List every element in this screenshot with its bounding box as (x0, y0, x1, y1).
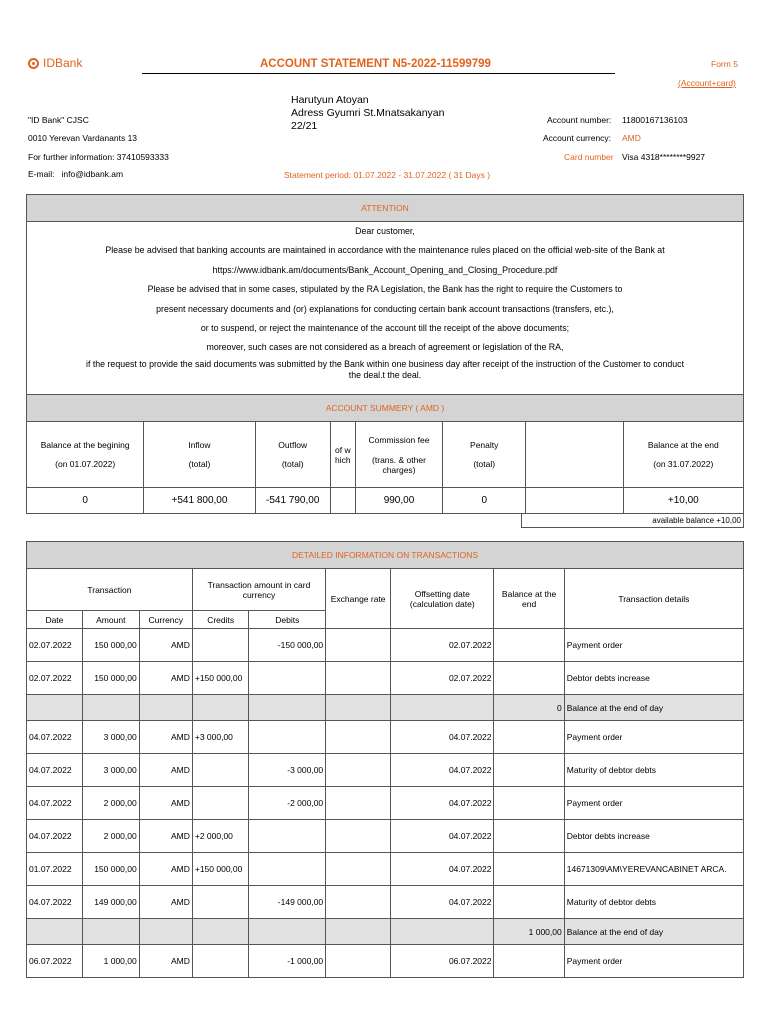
cell-date: 04.07.2022 (27, 787, 83, 820)
cell-details: Maturity of debtor debts (564, 754, 743, 787)
cell-offset: 04.07.2022 (391, 787, 494, 820)
cell-offset: 04.07.2022 (391, 721, 494, 754)
bank-address: 0010 Yerevan Vardanants 13 (28, 133, 138, 143)
form-number: Form 5 (711, 59, 738, 69)
summary-col-empty (526, 422, 623, 488)
attention-line: Dear customer, (355, 226, 415, 236)
title-underline (142, 73, 615, 74)
attention-line: present necessary documents and (or) explanations for conducting certain bank account transactions (transfers, etc.), (156, 303, 614, 314)
transaction-row (27, 662, 744, 695)
bank-name: "ID Bank" CJSC (28, 115, 89, 125)
col-offset-date: Offsetting date (calculation date) (391, 569, 494, 629)
cell-currency: AMD (139, 721, 192, 754)
cell-amount (82, 695, 139, 721)
cell-amount: 149 000,00 (82, 886, 139, 919)
cell-currency: AMD (139, 629, 192, 662)
cell-amount: 3 000,00 (82, 721, 139, 754)
attention-line: https://www.idbank.am/documents/Bank_Account_Opening_and_Closing_Procedure.pdf (212, 264, 558, 275)
account-number: 11800167136103 (622, 115, 688, 125)
col-debits: Debits (249, 611, 326, 629)
cell-currency: AMD (139, 945, 192, 978)
cell-offset: 04.07.2022 (391, 853, 494, 886)
cell-date: 02.07.2022 (27, 662, 83, 695)
cell-date: 02.07.2022 (27, 629, 83, 662)
details-heading: DETAILED INFORMATION ON TRANSACTIONS (27, 542, 744, 569)
attention-line: if the request to provide the said documents was submitted by the Bank within one business day after receipt of the instruction of the Customer to conduct (85, 358, 685, 369)
cell-details: Payment order (564, 945, 743, 978)
cell-debit (249, 853, 326, 886)
cell-amount: 150 000,00 (82, 853, 139, 886)
cell-balance (494, 662, 564, 695)
summary-col-end: Balance at the end (on 31.07.2022) (623, 422, 743, 488)
cell-details: Payment order (564, 787, 743, 820)
summary-value-of-which (330, 488, 355, 514)
attention-line: the deal.t the deal. (348, 369, 422, 380)
cell-credit (192, 695, 249, 721)
transaction-row (27, 629, 744, 662)
available-balance-box (521, 513, 744, 528)
col-exchange-rate: Exchange rate (326, 569, 391, 629)
cell-balance: 0 (494, 695, 564, 721)
cell-rate (326, 853, 391, 886)
cell-credit (192, 886, 249, 919)
cell-offset: 02.07.2022 (391, 629, 494, 662)
day-balance-row (27, 919, 744, 945)
cell-offset: 06.07.2022 (391, 945, 494, 978)
cell-credit (192, 787, 249, 820)
cell-amount: 150 000,00 (82, 662, 139, 695)
summary-value-begin: 0 (27, 488, 144, 514)
attention-line: Please be advised that in some cases, stipulated by the RA Legislation, the Bank has the right to require the Customers to (147, 284, 623, 295)
cell-amount: 2 000,00 (82, 820, 139, 853)
bank-email (28, 169, 123, 179)
cell-amount: 1 000,00 (82, 945, 139, 978)
summary-value-inflow: +541 800,00 (144, 488, 255, 514)
cell-balance (494, 629, 564, 662)
form-type: (Account+card) (678, 78, 736, 88)
transaction-row (27, 787, 744, 820)
cell-debit (249, 721, 326, 754)
account-currency: AMD (622, 133, 641, 143)
transaction-row (27, 945, 744, 978)
cell-date: 04.07.2022 (27, 721, 83, 754)
bank-info-phone: For further information: 37410593333 (28, 152, 169, 162)
summary-col-penalty: Penalty (total) (443, 422, 526, 488)
cell-details: Payment order (564, 721, 743, 754)
account-summary-table (26, 394, 744, 514)
cell-date (27, 919, 83, 945)
card-number-label: Card number (564, 152, 614, 162)
cell-currency (139, 919, 192, 945)
cell-offset (391, 695, 494, 721)
day-balance-row (27, 695, 744, 721)
transaction-row (27, 820, 744, 853)
cell-details: Balance at the end of day (564, 695, 743, 721)
transactions-table (26, 541, 744, 978)
cell-debit (249, 695, 326, 721)
transaction-row (27, 754, 744, 787)
cell-currency: AMD (139, 662, 192, 695)
customer-address-line1: Adress Gyumri St.Mnatsakanyan (291, 107, 445, 119)
email-label: E-mail: (28, 169, 55, 179)
cell-amount: 3 000,00 (82, 754, 139, 787)
cell-date: 01.07.2022 (27, 853, 83, 886)
cell-debit: -149 000,00 (249, 886, 326, 919)
summary-col-outflow: Outflow (total) (255, 422, 330, 488)
cell-rate (326, 662, 391, 695)
cell-rate (326, 754, 391, 787)
cell-credit (192, 629, 249, 662)
cell-balance (494, 787, 564, 820)
account-currency-label: Account currency: (543, 133, 612, 143)
col-amount: Amount (82, 611, 139, 629)
bank-logo (28, 56, 82, 70)
summary-value-outflow: -541 790,00 (255, 488, 330, 514)
col-date: Date (27, 611, 83, 629)
bank-logo-text: IDBank (43, 56, 83, 70)
cell-credit: +3 000,00 (192, 721, 249, 754)
account-number-label: Account number: (547, 115, 612, 125)
cell-debit (249, 919, 326, 945)
cell-debit: -1 000,00 (249, 945, 326, 978)
col-amount-card: Transaction amount in card currency (192, 569, 325, 611)
col-credits: Credits (192, 611, 249, 629)
cell-amount (82, 919, 139, 945)
cell-details: Payment order (564, 629, 743, 662)
attention-heading: ATTENTION (27, 195, 744, 222)
cell-currency: AMD (139, 787, 192, 820)
summary-value-commission: 990,00 (355, 488, 442, 514)
cell-rate (326, 945, 391, 978)
cell-credit (192, 945, 249, 978)
summary-value-empty (526, 488, 623, 514)
attention-line: moreover, such cases are not considered as a breach of agreement or legislation of the RA, (206, 342, 564, 353)
summary-heading: ACCOUNT SUMMERY ( AMD ) (27, 395, 744, 422)
cell-debit (249, 662, 326, 695)
cell-details: Maturity of debtor debts (564, 886, 743, 919)
transactions-body (27, 629, 744, 978)
statement-period: Statement period: 01.07.2022 - 31.07.2022 ( 31 Days ) (284, 170, 491, 180)
col-transaction: Transaction (27, 569, 193, 611)
cell-rate (326, 919, 391, 945)
cell-debit: -3 000,00 (249, 754, 326, 787)
cell-currency: AMD (139, 754, 192, 787)
cell-date: 04.07.2022 (27, 754, 83, 787)
cell-credit (192, 754, 249, 787)
cell-currency: AMD (139, 886, 192, 919)
col-currency: Currency (139, 611, 192, 629)
cell-credit: +2 000,00 (192, 820, 249, 853)
cell-balance (494, 853, 564, 886)
cell-balance (494, 754, 564, 787)
cell-credit (192, 919, 249, 945)
transaction-row (27, 886, 744, 919)
transaction-row (27, 721, 744, 754)
cell-details: Balance at the end of day (564, 919, 743, 945)
cell-date (27, 695, 83, 721)
cell-rate (326, 787, 391, 820)
cell-balance: 1 000,00 (494, 919, 564, 945)
cell-rate (326, 820, 391, 853)
cell-date: 06.07.2022 (27, 945, 83, 978)
cell-rate (326, 695, 391, 721)
card-number: Visa 4318********9927 (622, 152, 706, 162)
cell-credit: +150 000,00 (192, 662, 249, 695)
cell-date: 04.07.2022 (27, 886, 83, 919)
cell-debit: -2 000,00 (249, 787, 326, 820)
statement-title: ACCOUNT STATEMENT N5-2022-11599799 (260, 58, 491, 70)
cell-debit (249, 820, 326, 853)
attention-text (26, 222, 744, 380)
cell-details: Debtor debts increase (564, 662, 743, 695)
cell-offset (391, 919, 494, 945)
summary-col-inflow: Inflow (total) (144, 422, 255, 488)
cell-rate (326, 886, 391, 919)
cell-balance (494, 820, 564, 853)
cell-details: Debtor debts increase (564, 820, 743, 853)
cell-currency: AMD (139, 853, 192, 886)
cell-details: 14671309\AM\YEREVANCABINET ARCA. (564, 853, 743, 886)
cell-balance (494, 721, 564, 754)
cell-balance (494, 886, 564, 919)
cell-date: 04.07.2022 (27, 820, 83, 853)
attention-line: Please be advised that banking accounts are maintained in accordance with the maintenance rules placed on the official web-site of the Bank at (105, 245, 665, 256)
cell-offset: 04.07.2022 (391, 754, 494, 787)
email-value: info@idbank.am (61, 169, 124, 179)
cell-amount: 2 000,00 (82, 787, 139, 820)
customer-address-line2: 22/21 (291, 120, 318, 132)
summary-col-commission: Commission fee (trans. & other charges) (355, 422, 442, 488)
cell-rate (326, 629, 391, 662)
cell-amount: 150 000,00 (82, 629, 139, 662)
cell-currency: AMD (139, 820, 192, 853)
summary-col-begin: Balance at the begining (on 01.07.2022) (27, 422, 144, 488)
cell-credit: +150 000,00 (192, 853, 249, 886)
transaction-row (27, 853, 744, 886)
available-balance: available balance +10,00 (522, 514, 744, 528)
cell-offset: 04.07.2022 (391, 886, 494, 919)
col-transaction-details: Transaction details (564, 569, 743, 629)
cell-balance (494, 945, 564, 978)
cell-debit: -150 000,00 (249, 629, 326, 662)
cell-rate (326, 721, 391, 754)
cell-currency (139, 695, 192, 721)
summary-value-end: +10,00 (623, 488, 743, 514)
summary-col-of-which: of which (330, 422, 355, 488)
cell-offset: 04.07.2022 (391, 820, 494, 853)
summary-value-penalty: 0 (443, 488, 526, 514)
customer-name: Harutyun Atoyan (291, 94, 369, 106)
cell-offset: 02.07.2022 (391, 662, 494, 695)
col-balance-end: Balance at the end (494, 569, 564, 629)
attention-line: or to suspend, or reject the maintenance of the account till the receipt of the above documents; (200, 323, 570, 334)
bank-logo-icon (28, 58, 39, 69)
